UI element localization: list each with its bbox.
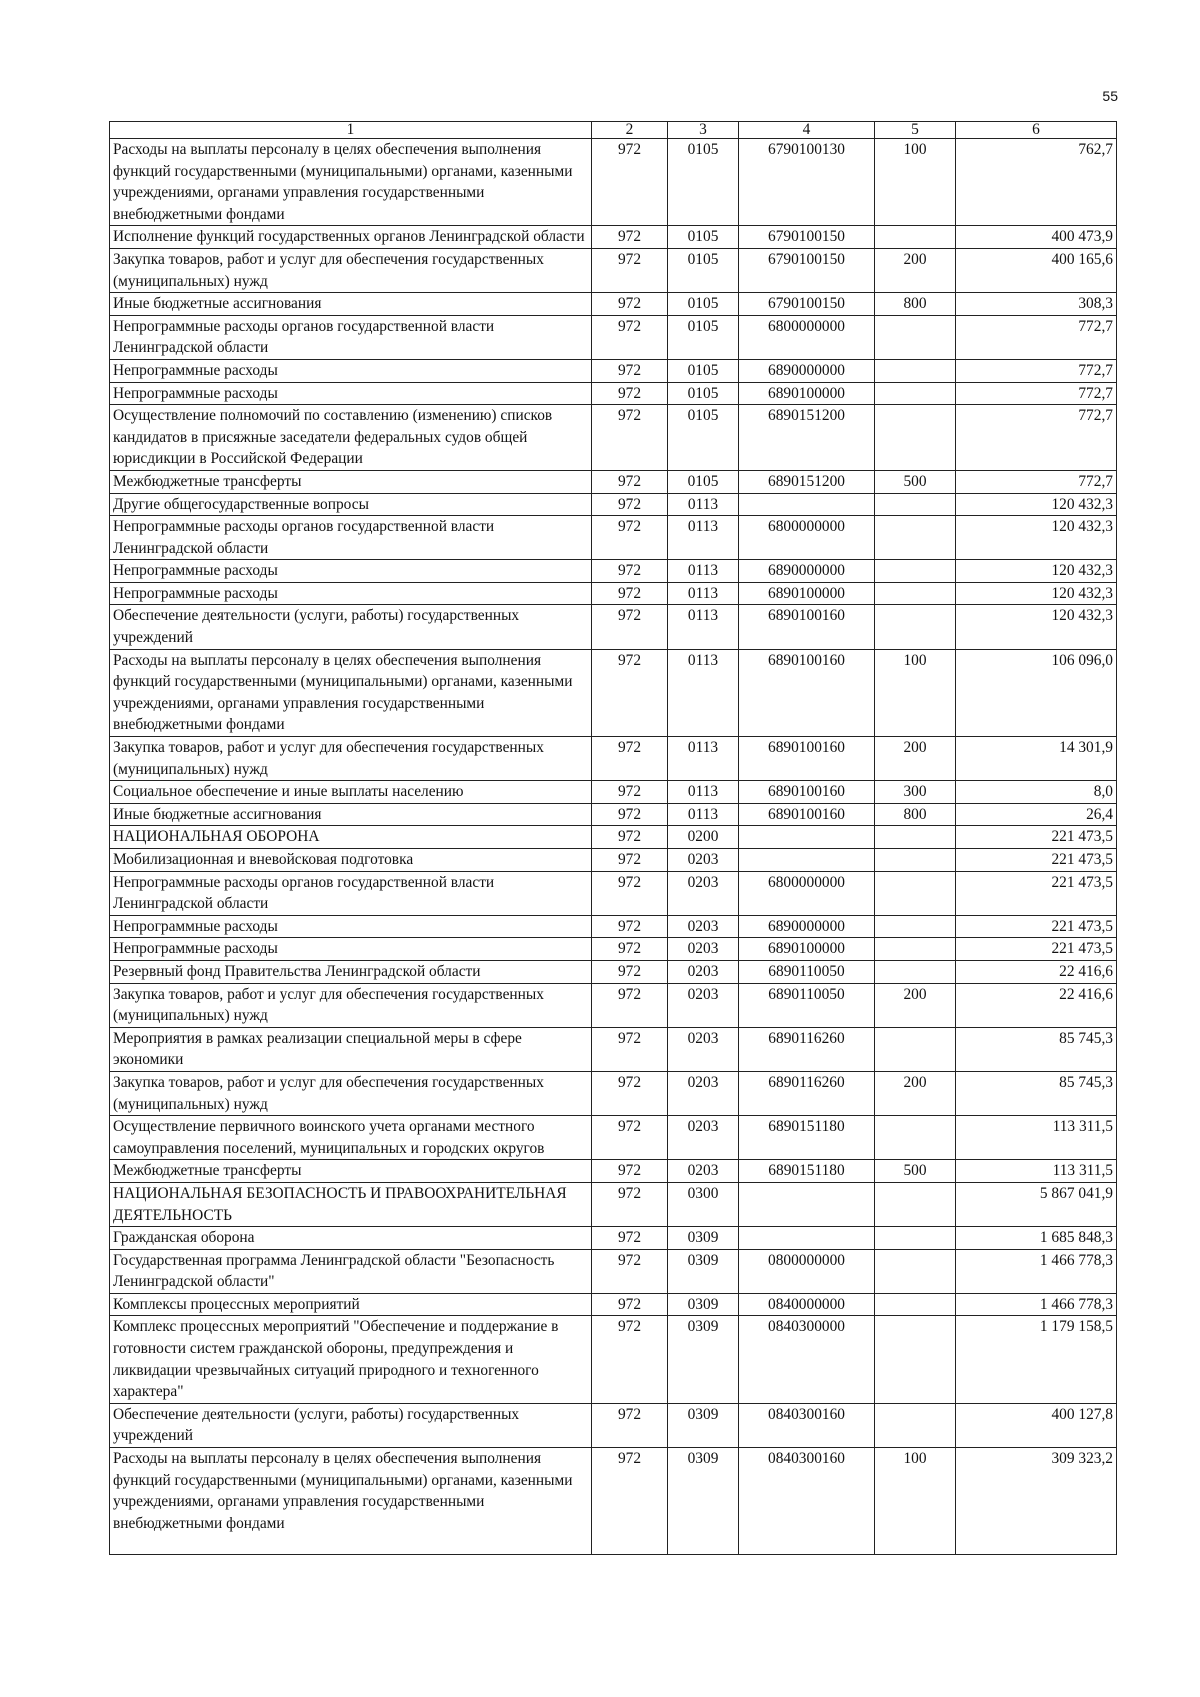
item-name-cell: Закупка товаров, работ и услуг для обеспечения государственных (муниципальных) нужд: [110, 983, 592, 1027]
gr-code-cell: 972: [592, 582, 668, 605]
amount-cell: 85 745,3: [956, 1071, 1117, 1115]
table-row: [110, 1071, 1117, 1115]
cs-code-cell: 6890100160: [739, 605, 875, 649]
cs-code-cell: [739, 849, 875, 872]
table-row: [110, 405, 1117, 471]
cs-code-cell: 6890000000: [739, 359, 875, 382]
rz-code-cell: 0203: [668, 1160, 739, 1183]
table-row: [110, 493, 1117, 516]
gr-code-cell: 972: [592, 649, 668, 736]
vr-code-cell: [875, 938, 956, 961]
vr-code-cell: 100: [875, 1448, 956, 1535]
column-header: 4: [739, 122, 875, 139]
gr-code-cell: 972: [592, 382, 668, 405]
vr-code-cell: 500: [875, 1160, 956, 1183]
cs-code-cell: 6890100000: [739, 382, 875, 405]
amount-cell: 120 432,3: [956, 605, 1117, 649]
spacer-cell: [668, 1534, 739, 1555]
vr-code-cell: [875, 1116, 956, 1160]
table-body: [110, 139, 1117, 1555]
amount-cell: 85 745,3: [956, 1027, 1117, 1071]
cs-code-cell: 0840300000: [739, 1316, 875, 1403]
rz-code-cell: 0105: [668, 226, 739, 249]
amount-cell: 762,7: [956, 139, 1117, 226]
rz-code-cell: 0105: [668, 139, 739, 226]
gr-code-cell: 972: [592, 315, 668, 359]
vr-code-cell: [875, 582, 956, 605]
rz-code-cell: 0113: [668, 582, 739, 605]
item-name-cell: Исполнение функций государственных органов Ленинградской области: [110, 226, 592, 249]
cs-code-cell: 6890151180: [739, 1160, 875, 1183]
gr-code-cell: 972: [592, 470, 668, 493]
table-row: [110, 293, 1117, 316]
table-row: [110, 359, 1117, 382]
item-name-cell: Социальное обеспечение и иные выплаты населению: [110, 781, 592, 804]
amount-cell: 120 432,3: [956, 582, 1117, 605]
item-name-cell: Непрограммные расходы: [110, 938, 592, 961]
item-name-cell: Мобилизационная и вневойсковая подготовка: [110, 849, 592, 872]
cs-code-cell: 6890000000: [739, 560, 875, 583]
rz-code-cell: 0105: [668, 382, 739, 405]
rz-code-cell: 0113: [668, 493, 739, 516]
item-name-cell: Иные бюджетные ассигнования: [110, 803, 592, 826]
table-row: [110, 803, 1117, 826]
cs-code-cell: 6890151180: [739, 1116, 875, 1160]
amount-cell: 120 432,3: [956, 493, 1117, 516]
vr-code-cell: [875, 560, 956, 583]
cs-code-cell: [739, 1227, 875, 1250]
vr-code-cell: [875, 826, 956, 849]
gr-code-cell: 972: [592, 803, 668, 826]
table-row: [110, 470, 1117, 493]
gr-code-cell: 972: [592, 1160, 668, 1183]
gr-code-cell: 972: [592, 871, 668, 915]
gr-code-cell: 972: [592, 405, 668, 471]
item-name-cell: Непрограммные расходы органов государственной власти Ленинградской области: [110, 315, 592, 359]
gr-code-cell: 972: [592, 139, 668, 226]
spacer-cell: [739, 1534, 875, 1555]
rz-code-cell: 0105: [668, 405, 739, 471]
item-name-cell: Непрограммные расходы органов государственной власти Ленинградской области: [110, 516, 592, 560]
table-row: [110, 1027, 1117, 1071]
cs-code-cell: 6890151200: [739, 405, 875, 471]
table-row: [110, 1227, 1117, 1250]
item-name-cell: Расходы на выплаты персоналу в целях обеспечения выполнения функций государственными (муниципальными) органами, казенными учреждениями, органами управления государственными внебюджетными фондами: [110, 649, 592, 736]
amount-cell: 1 179 158,5: [956, 1316, 1117, 1403]
table-row: [110, 849, 1117, 872]
item-name-cell: Закупка товаров, работ и услуг для обеспечения государственных (муниципальных) нужд: [110, 248, 592, 292]
cs-code-cell: 0840000000: [739, 1293, 875, 1316]
vr-code-cell: 200: [875, 737, 956, 781]
rz-code-cell: 0203: [668, 849, 739, 872]
gr-code-cell: 972: [592, 293, 668, 316]
rz-code-cell: 0113: [668, 560, 739, 583]
rz-code-cell: 0105: [668, 470, 739, 493]
cs-code-cell: 6890151200: [739, 470, 875, 493]
vr-code-cell: [875, 1027, 956, 1071]
amount-cell: 221 473,5: [956, 826, 1117, 849]
cs-code-cell: 6890110050: [739, 983, 875, 1027]
amount-cell: 22 416,6: [956, 960, 1117, 983]
header-row: [110, 122, 1117, 139]
gr-code-cell: 972: [592, 737, 668, 781]
gr-code-cell: 972: [592, 516, 668, 560]
gr-code-cell: 972: [592, 359, 668, 382]
rz-code-cell: 0200: [668, 826, 739, 849]
gr-code-cell: 972: [592, 1027, 668, 1071]
gr-code-cell: 972: [592, 938, 668, 961]
spacer-cell: [592, 1534, 668, 1555]
column-header: 5: [875, 122, 956, 139]
item-name-cell: НАЦИОНАЛЬНАЯ ОБОРОНА: [110, 826, 592, 849]
rz-code-cell: 0309: [668, 1249, 739, 1293]
budget-table: [109, 121, 1117, 1555]
table-row: [110, 1116, 1117, 1160]
table-row: [110, 1403, 1117, 1447]
rz-code-cell: 0113: [668, 781, 739, 804]
cs-code-cell: 0840300160: [739, 1448, 875, 1535]
amount-cell: 14 301,9: [956, 737, 1117, 781]
table-row: [110, 605, 1117, 649]
cs-code-cell: 6790100150: [739, 293, 875, 316]
rz-code-cell: 0113: [668, 516, 739, 560]
vr-code-cell: 100: [875, 649, 956, 736]
gr-code-cell: 972: [592, 849, 668, 872]
amount-cell: 113 311,5: [956, 1160, 1117, 1183]
table-row: [110, 826, 1117, 849]
item-name-cell: Непрограммные расходы: [110, 915, 592, 938]
vr-code-cell: [875, 960, 956, 983]
vr-code-cell: [875, 1316, 956, 1403]
gr-code-cell: 972: [592, 960, 668, 983]
item-name-cell: Непрограммные расходы: [110, 359, 592, 382]
vr-code-cell: [875, 1293, 956, 1316]
vr-code-cell: [875, 1227, 956, 1250]
cs-code-cell: 6800000000: [739, 871, 875, 915]
rz-code-cell: 0203: [668, 938, 739, 961]
gr-code-cell: 972: [592, 248, 668, 292]
gr-code-cell: 972: [592, 1071, 668, 1115]
gr-code-cell: 972: [592, 1182, 668, 1226]
table-row: [110, 516, 1117, 560]
amount-cell: 1 466 778,3: [956, 1249, 1117, 1293]
gr-code-cell: 972: [592, 915, 668, 938]
gr-code-cell: 972: [592, 1316, 668, 1403]
table-row: [110, 1448, 1117, 1535]
amount-cell: 772,7: [956, 315, 1117, 359]
vr-code-cell: [875, 382, 956, 405]
cs-code-cell: 6890116260: [739, 1071, 875, 1115]
cs-code-cell: 6890116260: [739, 1027, 875, 1071]
cs-code-cell: 0800000000: [739, 1249, 875, 1293]
vr-code-cell: [875, 493, 956, 516]
item-name-cell: Расходы на выплаты персоналу в целях обеспечения выполнения функций государственными (муниципальными) органами, казенными учреждениями, органами управления государственными внебюджетными фондами: [110, 139, 592, 226]
amount-cell: 309 323,2: [956, 1448, 1117, 1535]
amount-cell: 106 096,0: [956, 649, 1117, 736]
column-header: 2: [592, 122, 668, 139]
amount-cell: 5 867 041,9: [956, 1182, 1117, 1226]
rz-code-cell: 0309: [668, 1293, 739, 1316]
vr-code-cell: [875, 849, 956, 872]
table-row: [110, 915, 1117, 938]
rz-code-cell: 0113: [668, 737, 739, 781]
table-row: [110, 1249, 1117, 1293]
spacer-cell: [956, 1534, 1117, 1555]
vr-code-cell: 500: [875, 470, 956, 493]
amount-cell: 400 165,6: [956, 248, 1117, 292]
cs-code-cell: 6890100160: [739, 737, 875, 781]
table-row: [110, 248, 1117, 292]
amount-cell: 1 466 778,3: [956, 1293, 1117, 1316]
cs-code-cell: 6890000000: [739, 915, 875, 938]
table-row: [110, 1182, 1117, 1226]
amount-cell: 8,0: [956, 781, 1117, 804]
cs-code-cell: 0840300160: [739, 1403, 875, 1447]
page-number: 55: [1102, 88, 1118, 104]
vr-code-cell: 800: [875, 293, 956, 316]
table-row: [110, 226, 1117, 249]
rz-code-cell: 0113: [668, 605, 739, 649]
amount-cell: 400 127,8: [956, 1403, 1117, 1447]
table-row: [110, 1160, 1117, 1183]
gr-code-cell: 972: [592, 826, 668, 849]
amount-cell: 113 311,5: [956, 1116, 1117, 1160]
item-name-cell: Иные бюджетные ассигнования: [110, 293, 592, 316]
vr-code-cell: 100: [875, 139, 956, 226]
amount-cell: 308,3: [956, 293, 1117, 316]
cs-code-cell: 6800000000: [739, 516, 875, 560]
column-header: 1: [110, 122, 592, 139]
rz-code-cell: 0203: [668, 871, 739, 915]
amount-cell: 772,7: [956, 359, 1117, 382]
item-name-cell: Комплексы процессных мероприятий: [110, 1293, 592, 1316]
item-name-cell: Межбюджетные трансферты: [110, 470, 592, 493]
amount-cell: 221 473,5: [956, 849, 1117, 872]
table-row: [110, 582, 1117, 605]
item-name-cell: Непрограммные расходы органов государственной власти Ленинградской области: [110, 871, 592, 915]
rz-code-cell: 0105: [668, 248, 739, 292]
cs-code-cell: [739, 826, 875, 849]
rz-code-cell: 0300: [668, 1182, 739, 1226]
vr-code-cell: [875, 1249, 956, 1293]
vr-code-cell: [875, 516, 956, 560]
gr-code-cell: 972: [592, 560, 668, 583]
item-name-cell: Мероприятия в рамках реализации специальной меры в сфере экономики: [110, 1027, 592, 1071]
item-name-cell: Непрограммные расходы: [110, 582, 592, 605]
amount-cell: 1 685 848,3: [956, 1227, 1117, 1250]
table-row: [110, 560, 1117, 583]
item-name-cell: Межбюджетные трансферты: [110, 1160, 592, 1183]
rz-code-cell: 0203: [668, 1071, 739, 1115]
rz-code-cell: 0309: [668, 1403, 739, 1447]
amount-cell: 221 473,5: [956, 938, 1117, 961]
cs-code-cell: 6890100160: [739, 649, 875, 736]
table-row: [110, 649, 1117, 736]
column-header: 3: [668, 122, 739, 139]
cs-code-cell: 6890100160: [739, 781, 875, 804]
vr-code-cell: 800: [875, 803, 956, 826]
amount-cell: 400 473,9: [956, 226, 1117, 249]
amount-cell: 221 473,5: [956, 871, 1117, 915]
cs-code-cell: 6790100130: [739, 139, 875, 226]
rz-code-cell: 0105: [668, 293, 739, 316]
table-row: [110, 737, 1117, 781]
gr-code-cell: 972: [592, 1227, 668, 1250]
table-row: [110, 983, 1117, 1027]
rz-code-cell: 0113: [668, 803, 739, 826]
item-name-cell: Гражданская оборона: [110, 1227, 592, 1250]
amount-cell: 772,7: [956, 470, 1117, 493]
vr-code-cell: [875, 1182, 956, 1226]
spacer-cell: [875, 1534, 956, 1555]
rz-code-cell: 0203: [668, 915, 739, 938]
table-row: [110, 1316, 1117, 1403]
cs-code-cell: 6890100000: [739, 582, 875, 605]
spacer-cell: [110, 1534, 592, 1555]
table-row: [110, 938, 1117, 961]
cs-code-cell: [739, 1182, 875, 1226]
vr-code-cell: [875, 315, 956, 359]
cs-code-cell: 6790100150: [739, 226, 875, 249]
gr-code-cell: 972: [592, 1403, 668, 1447]
vr-code-cell: [875, 915, 956, 938]
table-row: [110, 382, 1117, 405]
item-name-cell: Непрограммные расходы: [110, 560, 592, 583]
gr-code-cell: 972: [592, 493, 668, 516]
rz-code-cell: 0309: [668, 1448, 739, 1535]
rz-code-cell: 0203: [668, 1027, 739, 1071]
item-name-cell: НАЦИОНАЛЬНАЯ БЕЗОПАСНОСТЬ И ПРАВООХРАНИТЕЛЬНАЯ ДЕЯТЕЛЬНОСТЬ: [110, 1182, 592, 1226]
vr-code-cell: 200: [875, 1071, 956, 1115]
table-row: [110, 315, 1117, 359]
item-name-cell: Комплекс процессных мероприятий "Обеспечение и поддержание в готовности систем гражданской обороны, предупреждения и ликвидации чрезвычайных ситуаций природного и техногенного характера": [110, 1316, 592, 1403]
amount-cell: 120 432,3: [956, 516, 1117, 560]
vr-code-cell: [875, 359, 956, 382]
item-name-cell: Закупка товаров, работ и услуг для обеспечения государственных (муниципальных) нужд: [110, 1071, 592, 1115]
table-row: [110, 1293, 1117, 1316]
table-row: [110, 960, 1117, 983]
table-row: [110, 781, 1117, 804]
item-name-cell: Обеспечение деятельности (услуги, работы) государственных учреждений: [110, 605, 592, 649]
cs-code-cell: 6890110050: [739, 960, 875, 983]
cs-code-cell: 6890100160: [739, 803, 875, 826]
vr-code-cell: 200: [875, 983, 956, 1027]
amount-cell: 120 432,3: [956, 560, 1117, 583]
vr-code-cell: [875, 226, 956, 249]
vr-code-cell: [875, 405, 956, 471]
cs-code-cell: [739, 493, 875, 516]
amount-cell: 772,7: [956, 382, 1117, 405]
item-name-cell: Осуществление первичного воинского учета органами местного самоуправления поселений, муниципальных и городских округов: [110, 1116, 592, 1160]
table-row: [110, 871, 1117, 915]
rz-code-cell: 0105: [668, 359, 739, 382]
item-name-cell: Непрограммные расходы: [110, 382, 592, 405]
vr-code-cell: [875, 605, 956, 649]
rz-code-cell: 0309: [668, 1316, 739, 1403]
rz-code-cell: 0203: [668, 983, 739, 1027]
amount-cell: 22 416,6: [956, 983, 1117, 1027]
vr-code-cell: 300: [875, 781, 956, 804]
vr-code-cell: [875, 871, 956, 915]
item-name-cell: Обеспечение деятельности (услуги, работы) государственных учреждений: [110, 1403, 592, 1447]
gr-code-cell: 972: [592, 226, 668, 249]
item-name-cell: Государственная программа Ленинградской области "Безопасность Ленинградской области": [110, 1249, 592, 1293]
item-name-cell: Резервный фонд Правительства Ленинградской области: [110, 960, 592, 983]
item-name-cell: Закупка товаров, работ и услуг для обеспечения государственных (муниципальных) нужд: [110, 737, 592, 781]
amount-cell: 221 473,5: [956, 915, 1117, 938]
item-name-cell: Расходы на выплаты персоналу в целях обеспечения выполнения функций государственными (муниципальными) органами, казенными учреждениями, органами управления государственными внебюджетными фондами: [110, 1448, 592, 1535]
gr-code-cell: 972: [592, 1249, 668, 1293]
vr-code-cell: 200: [875, 248, 956, 292]
item-name-cell: Другие общегосударственные вопросы: [110, 493, 592, 516]
cs-code-cell: 6890100000: [739, 938, 875, 961]
table-spacer-row: [110, 1534, 1117, 1555]
amount-cell: 772,7: [956, 405, 1117, 471]
rz-code-cell: 0113: [668, 649, 739, 736]
rz-code-cell: 0203: [668, 960, 739, 983]
gr-code-cell: 972: [592, 1116, 668, 1160]
vr-code-cell: [875, 1403, 956, 1447]
rz-code-cell: 0203: [668, 1116, 739, 1160]
cs-code-cell: 6790100150: [739, 248, 875, 292]
gr-code-cell: 972: [592, 1293, 668, 1316]
gr-code-cell: 972: [592, 1448, 668, 1535]
cs-code-cell: 6800000000: [739, 315, 875, 359]
gr-code-cell: 972: [592, 983, 668, 1027]
amount-cell: 26,4: [956, 803, 1117, 826]
column-header: 6: [956, 122, 1117, 139]
rz-code-cell: 0105: [668, 315, 739, 359]
gr-code-cell: 972: [592, 781, 668, 804]
rz-code-cell: 0309: [668, 1227, 739, 1250]
item-name-cell: Осуществление полномочий по составлению (изменению) списков кандидатов в присяжные заседатели федеральных судов общей юрисдикции в Российской Федерации: [110, 405, 592, 471]
table-row: [110, 139, 1117, 226]
gr-code-cell: 972: [592, 605, 668, 649]
